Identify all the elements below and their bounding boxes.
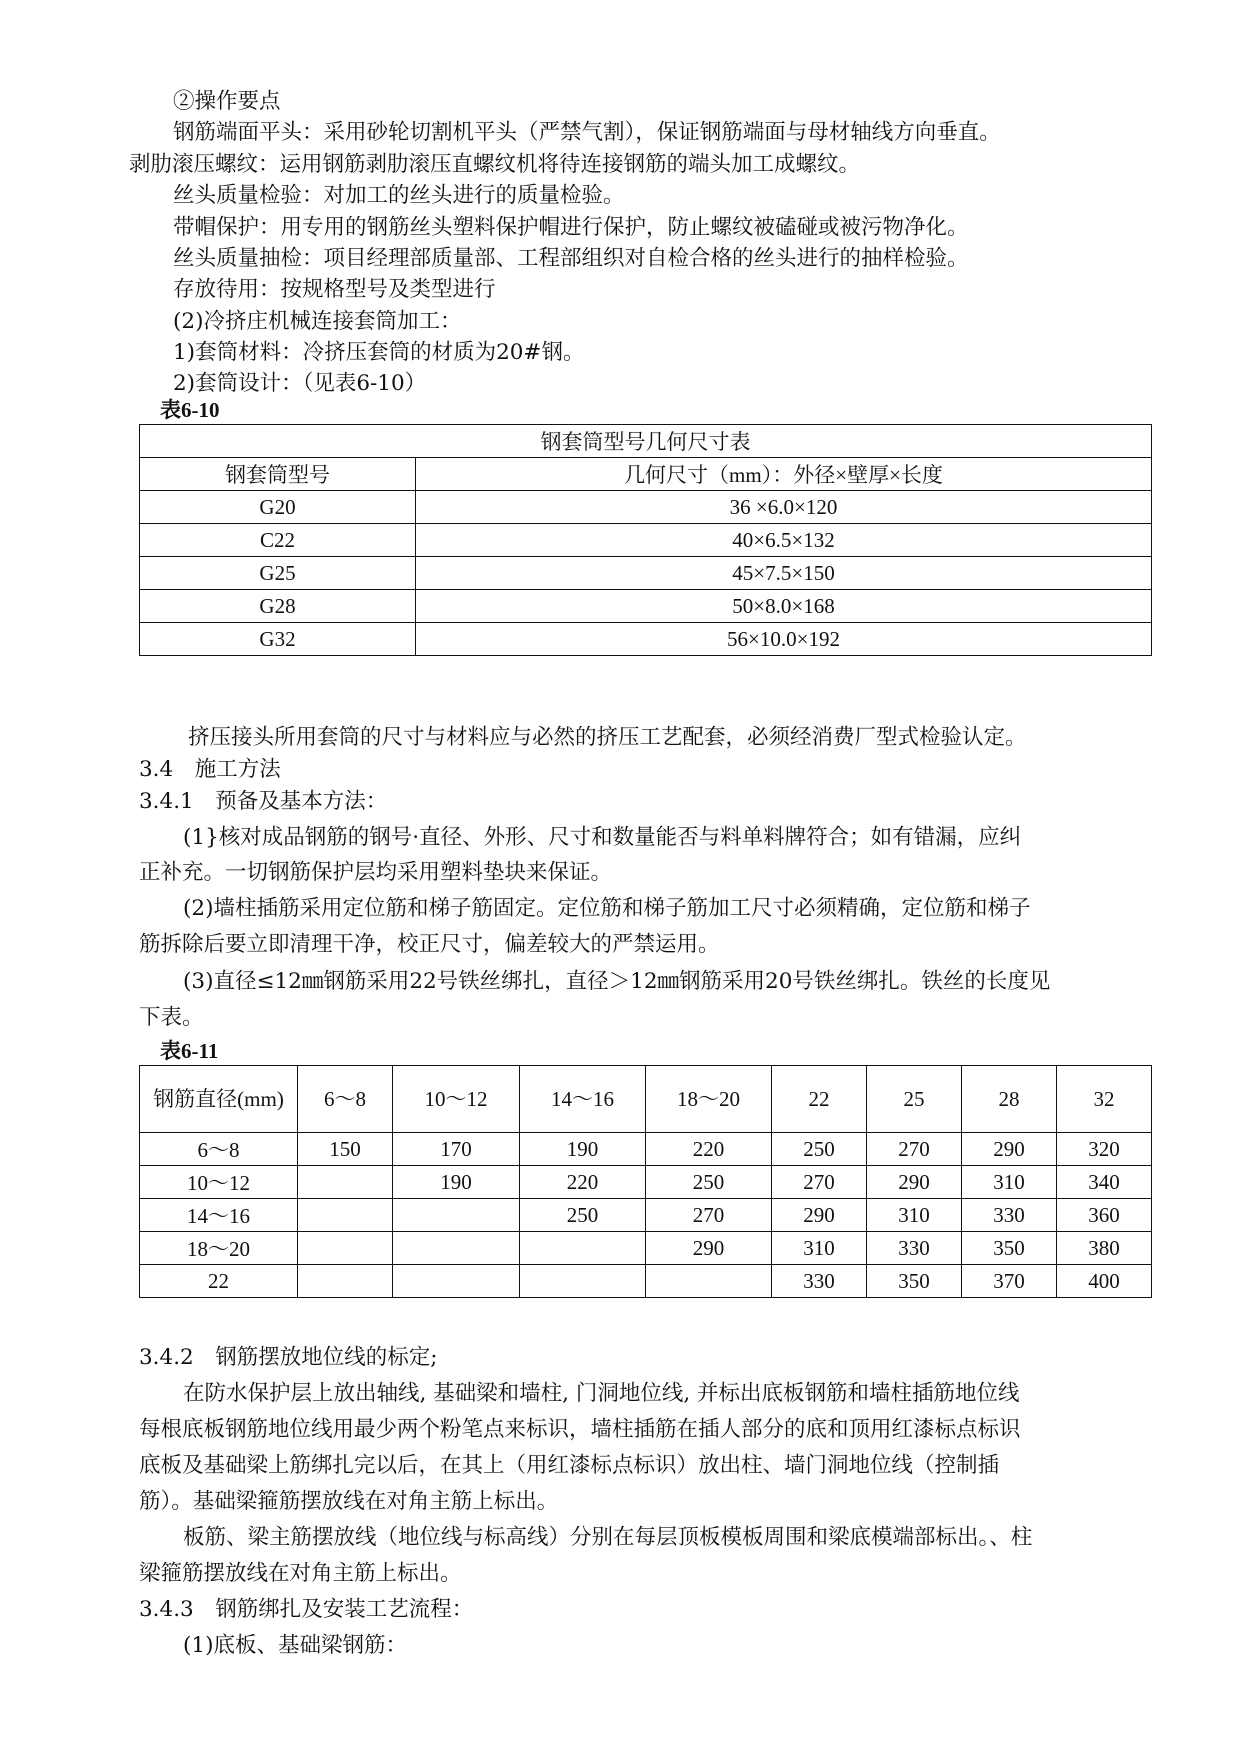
table-header: 钢筋直径(mm) xyxy=(140,1066,298,1133)
table-cell: C22 xyxy=(140,524,416,557)
paragraph: 正补充。一切钢筋保护层均采用塑料垫块来保证。 xyxy=(139,860,613,885)
table-row xyxy=(140,1232,1152,1265)
table-row xyxy=(140,623,1152,656)
table-cell: 56×10.0×192 xyxy=(416,623,1152,656)
table-header: 14～16 xyxy=(520,1066,646,1133)
paragraph: 筋拆除后要立即清理干净，校正尺寸，偏差较大的严禁运用。 xyxy=(139,932,720,957)
table-cell: 36 ×6.0×120 xyxy=(416,491,1152,524)
table-title: 钢套筒型号几何尺寸表 xyxy=(140,425,1152,458)
table-cell: 320 xyxy=(1057,1133,1152,1166)
table-cell: 170 xyxy=(393,1133,520,1166)
table-cell: 6～8 xyxy=(140,1133,298,1166)
table-cell: 290 xyxy=(772,1199,867,1232)
table-cell: 40×6.5×132 xyxy=(416,524,1152,557)
table-row xyxy=(140,491,1152,524)
table-header: 6～8 xyxy=(298,1066,393,1133)
table-header: 钢套筒型号 xyxy=(140,458,416,491)
paragraph: (1)底板、基础梁钢筋： xyxy=(183,1633,407,1658)
paragraph: 梁箍筋摆放线在对角主筋上标出。 xyxy=(139,1561,462,1586)
table-cell: 45×7.5×150 xyxy=(416,557,1152,590)
paragraph: 丝头质量抽检：项目经理部质量部、工程部组织对自检合格的丝头进行的抽样检验。 xyxy=(173,246,969,271)
table-header: 25 xyxy=(867,1066,962,1133)
paragraph: (3)直径≤12㎜钢筋采用22号铁丝绑扎，直径＞12㎜钢筋采用20号铁丝绑扎。铁丝的长度见 xyxy=(183,969,1051,994)
paragraph: 丝头质量检验：对加工的丝头进行的质量检验。 xyxy=(173,183,625,208)
paragraph: 带帽保护：用专用的钢筋丝头塑料保护帽进行保护，防止螺纹被磕碰或被污物净化。 xyxy=(173,215,969,240)
paragraph: 存放待用：按规格型号及类型进行 xyxy=(173,277,496,302)
table-cell xyxy=(298,1265,393,1298)
paragraph: 剥肋滚压螺纹：运用钢筋剥肋滚压直螺纹机将待连接钢筋的端头加工成螺纹。 xyxy=(129,152,861,177)
table-cell: 350 xyxy=(962,1232,1057,1265)
table-cell xyxy=(393,1265,520,1298)
table-row xyxy=(140,557,1152,590)
table-header: 几何尺寸（mm）：外径×壁厚×长度 xyxy=(416,458,1152,491)
table-caption: 表6-11 xyxy=(160,1039,219,1063)
table-cell: 350 xyxy=(867,1265,962,1298)
section-heading: 3.4.3 钢筋绑扎及安装工艺流程： xyxy=(139,1597,474,1622)
table-row xyxy=(140,524,1152,557)
table-cell: 270 xyxy=(646,1199,772,1232)
table-cell: 270 xyxy=(867,1133,962,1166)
table-header: 18～20 xyxy=(646,1066,772,1133)
table-cell xyxy=(520,1265,646,1298)
paragraph: 1)套筒材料：冷挤压套筒的材质为20#钢。 xyxy=(173,340,585,365)
table-cell: 380 xyxy=(1057,1232,1152,1265)
table-cell xyxy=(393,1199,520,1232)
table-cell: G32 xyxy=(140,623,416,656)
table-cell: 360 xyxy=(1057,1199,1152,1232)
table-cell: 22 xyxy=(140,1265,298,1298)
table-cell: 310 xyxy=(772,1232,867,1265)
table-cell xyxy=(298,1199,393,1232)
table-cell: 190 xyxy=(393,1166,520,1199)
paragraph: 2)套筒设计：（见表6-10） xyxy=(173,371,427,396)
table-cell: 310 xyxy=(867,1199,962,1232)
table-caption: 表6-10 xyxy=(160,398,220,422)
table-cell: 18～20 xyxy=(140,1232,298,1265)
wire-length-table xyxy=(139,1065,1152,1298)
table-cell xyxy=(393,1232,520,1265)
table-cell: 250 xyxy=(646,1166,772,1199)
paragraph: 板筋、梁主筋摆放线（地位线与标高线）分别在每层顶板模板周围和梁底模端部标出。、柱 xyxy=(183,1525,1033,1550)
table-cell: 290 xyxy=(646,1232,772,1265)
table-cell: 290 xyxy=(962,1133,1057,1166)
paragraph: 钢筋端面平头：采用砂轮切割机平头（严禁气割），保证钢筋端面与母材轴线方向垂直。 xyxy=(173,120,1001,145)
table-cell: 330 xyxy=(867,1232,962,1265)
table-cell: 220 xyxy=(646,1133,772,1166)
table-cell: 330 xyxy=(772,1265,867,1298)
table-cell: 220 xyxy=(520,1166,646,1199)
table-cell: 190 xyxy=(520,1133,646,1166)
paragraph: 挤压接头所用套筒的尺寸与材料应与必然的挤压工艺配套，必须经消费厂型式检验认定。 xyxy=(188,725,1027,750)
table-cell: G28 xyxy=(140,590,416,623)
table-header: 10～12 xyxy=(393,1066,520,1133)
section-heading: 3.4 施工方法 xyxy=(139,757,281,782)
section-heading: 3.4.2 钢筋摆放地位线的标定; xyxy=(139,1345,438,1370)
paragraph: 筋）。基础梁箍筋摆放线在对角主筋上标出。 xyxy=(139,1489,559,1514)
table-row xyxy=(140,1199,1152,1232)
table-cell: 150 xyxy=(298,1133,393,1166)
paragraph: 在防水保护层上放出轴线, 基础梁和墙柱, 门洞地位线, 并标出底板钢筋和墙柱插筋地位线 xyxy=(183,1381,1020,1406)
table-cell xyxy=(646,1265,772,1298)
table-cell: 340 xyxy=(1057,1166,1152,1199)
sleeve-dimension-table xyxy=(139,424,1152,656)
table-header: 32 xyxy=(1057,1066,1152,1133)
table-row xyxy=(140,590,1152,623)
table-cell: 330 xyxy=(962,1199,1057,1232)
table-row xyxy=(140,1133,1152,1166)
table-header: 28 xyxy=(962,1066,1057,1133)
paragraph: (2)墙柱插筋采用定位筋和梯子筋固定。定位筋和梯子筋加工尺寸必须精确，定位筋和梯子 xyxy=(183,896,1031,921)
table-cell: 370 xyxy=(962,1265,1057,1298)
table-cell: 290 xyxy=(867,1166,962,1199)
table-cell xyxy=(298,1166,393,1199)
paragraph: 下表。 xyxy=(139,1005,204,1030)
table-cell: 10～12 xyxy=(140,1166,298,1199)
table-cell: 50×8.0×168 xyxy=(416,590,1152,623)
paragraph: (2)冷挤庄机械连接套筒加工： xyxy=(173,309,462,334)
paragraph: (1}核对成品钢筋的钢号·直径、外形、尺寸和数量能否与料单料牌符合；如有错漏，应纠 xyxy=(183,825,1022,850)
table-cell: 14～16 xyxy=(140,1199,298,1232)
table-cell xyxy=(520,1232,646,1265)
paragraph: ②操作要点 xyxy=(173,89,281,114)
section-heading: 3.4.1 预备及基本方法： xyxy=(139,789,388,814)
paragraph: 每根底板钢筋地位线用最少两个粉笔点来标识，墙柱插筋在插人部分的底和顶用红漆标点标识 xyxy=(139,1417,1021,1442)
paragraph: 底板及基础梁上筋绑扎完以后，在其上（用红漆标点标识）放出柱、墙门洞地位线（控制插 xyxy=(139,1453,1000,1478)
table-cell: 270 xyxy=(772,1166,867,1199)
table-row xyxy=(140,1166,1152,1199)
table-cell xyxy=(298,1232,393,1265)
table-cell: 250 xyxy=(520,1199,646,1232)
table-header: 22 xyxy=(772,1066,867,1133)
table-row xyxy=(140,1265,1152,1298)
table-cell: 400 xyxy=(1057,1265,1152,1298)
table-cell: G25 xyxy=(140,557,416,590)
table-cell: 310 xyxy=(962,1166,1057,1199)
table-cell: G20 xyxy=(140,491,416,524)
table-cell: 250 xyxy=(772,1133,867,1166)
